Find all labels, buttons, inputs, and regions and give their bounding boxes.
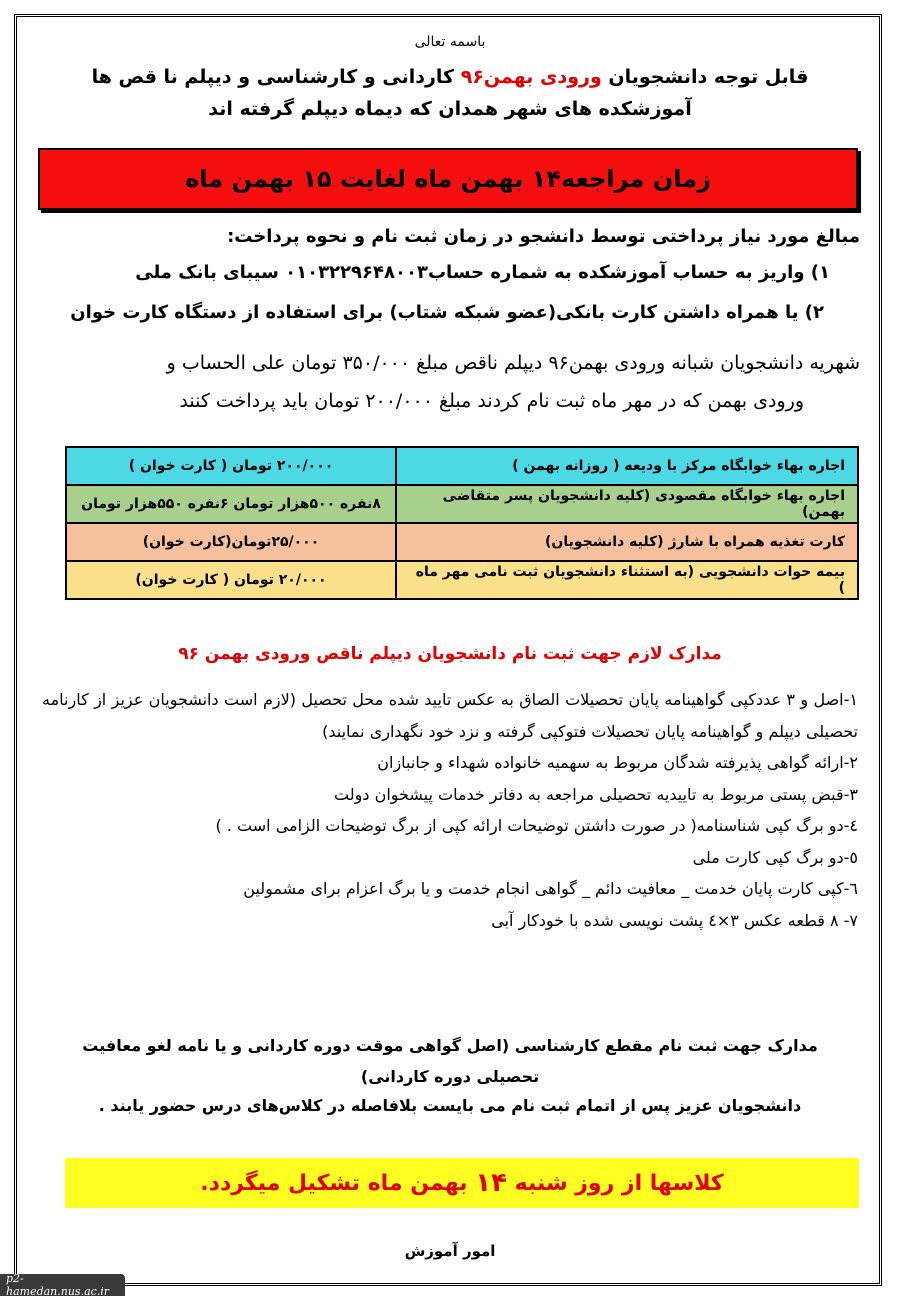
announcement-heading-line1 — [0, 66, 900, 88]
heading-part-b: کاردانی و کارشناسی و دیپلم نا قص ها — [91, 66, 461, 88]
document-item: ٦-کپی کارت پایان خدمت _ معافیت دائم _ گواهی انجام خدمت و یا برگ اعزام برای مشمولین — [243, 879, 858, 898]
cost-description: کارت تغذیه همراه با شارژ (کلیه دانشجویان) — [396, 523, 858, 561]
document-item: ۳-قبض پستی مربوط به تاییدیه تحصیلی مراجعه به دفاتر خدمات پیشخوان دولت — [334, 784, 858, 804]
table-row — [66, 447, 858, 485]
cost-amount: ۲۵/۰۰۰تومان(کارت خوان) — [66, 523, 396, 561]
classes-notice-number: ۱۴ — [475, 1168, 507, 1198]
document-item: ٥-دو برگ کپی کارت ملی — [692, 847, 858, 867]
documents-list — [42, 684, 858, 936]
cost-description: بیمه حوات دانشجویی (به استثناء دانشجویان ثبت نامی مهر ماه ) — [396, 561, 858, 599]
payment-option-1: ۱) واریز به حساب آموزشکده به شماره حساب۰۱۰۳۲۲۹۶۴۸۰۰۳ سیبای بانک ملی — [135, 262, 830, 283]
document-item: ۷- ۸ قطعه عکس ۳×٤ پشت نویسی شده با خودکار آبی — [491, 910, 858, 930]
document-item: ۱-اصل و ۳ عددکپی گواهینامه پایان تحصیلات الصاق به عکس تایید شده محل تحصیل (لازم است دانشجویان عزیز از کارنامه تحصیلی دیپلم و گواهینامه پایان تحصیلات فتوکپی گرفته و نزد خود نگهداری نمایند) — [42, 690, 858, 741]
attendance-note: دانشجویان عزیز پس از اتمام ثبت نام می بایست بلافاصله در کلاس‌های درس حضور یابند . — [98, 1096, 802, 1115]
payment-option-2: ۲) یا همراه داشتن کارت بانکی(عضو شبکه شتاب) برای استفاده از دستگاه کارت خوان — [70, 302, 824, 323]
announcement-heading-line2: آموزشکده های شهر همدان که دیماه دیپلم گرفته اند — [208, 98, 692, 120]
bismillah-text: باسمه تعالی — [414, 34, 486, 50]
bachelor-documents-note: مدارک جهت ثبت نام مقطع کارشناسی (اصل گواهی موقت دوره کاردانی و یا نامه لغو معافیت تحصیلی دوره کاردانی) — [82, 1036, 818, 1086]
cost-amount: ۲۰/۰۰۰ تومان ( کارت خوان) — [66, 561, 396, 599]
classes-notice-before: کلاسها از روز شنبه — [514, 1170, 724, 1196]
documents-title: مدارک لازم جهت ثبت نام دانشجویان دیپلم ناقص ورودی بهمن ۹۶ — [178, 644, 722, 664]
heading-highlight: ورودی بهمن۹۶ — [460, 66, 602, 88]
signature: امور آموزش — [404, 1242, 496, 1260]
costs-table — [65, 446, 859, 600]
payment-title: مبالغ مورد نیاز پرداختی توسط دانشجو در زمان ثبت نام و نحوه پرداخت: — [227, 226, 860, 247]
cost-description: اجاره بهاء خوابگاه مقصودی (کلیه دانشجویان پسر متقاضی بهمن) — [396, 485, 858, 523]
document-item: ٤-دو برگ کپی شناسنامه( در صورت داشتن توضیحات ارائه کپی از برگ توضیحات الزامی است . ) — [215, 816, 858, 835]
banner-text: زمان مراجعه۱۴ بهمن ماه لغایت ۱۵ بهمن ماه — [185, 165, 711, 193]
tuition-line-1: شهریه دانشجویان شبانه ورودی بهمن۹۶ دیپلم ناقص مبلغ ۳۵۰/۰۰۰ تومان علی الحساب و — [166, 352, 860, 374]
tuition-line-2: ورودی بهمن که در مهر ماه ثبت نام کردند مبلغ ۲۰۰/۰۰۰ تومان باید پرداخت کنند — [179, 390, 804, 412]
cost-amount: ۲۰۰/۰۰۰ تومان ( کارت خوان ) — [66, 447, 396, 485]
site-watermark[interactable]: p2-hamedan.nus.ac.ir — [0, 1274, 125, 1296]
table-row — [66, 485, 858, 523]
cost-amount: ۸نفره ۵۰۰هزار تومان ۶نفره ۵۵۰هزار تومان — [66, 485, 396, 523]
cost-description: اجاره بهاء خوابگاه مرکز با ودیعه ( روزانه بهمن ) — [396, 447, 858, 485]
classes-notice-after: بهمن ماه تشکیل میگردد. — [200, 1170, 468, 1196]
table-row — [66, 561, 858, 599]
classes-start-notice — [65, 1158, 859, 1208]
registration-time-banner — [38, 148, 858, 210]
document-item: ۲-ارائه گواهی پذیرفته شدگان مربوط به سهمیه خانواده شهداء و جانبازان — [377, 753, 858, 772]
heading-part-a: قابل توجه دانشجویان — [601, 66, 809, 88]
table-row — [66, 523, 858, 561]
